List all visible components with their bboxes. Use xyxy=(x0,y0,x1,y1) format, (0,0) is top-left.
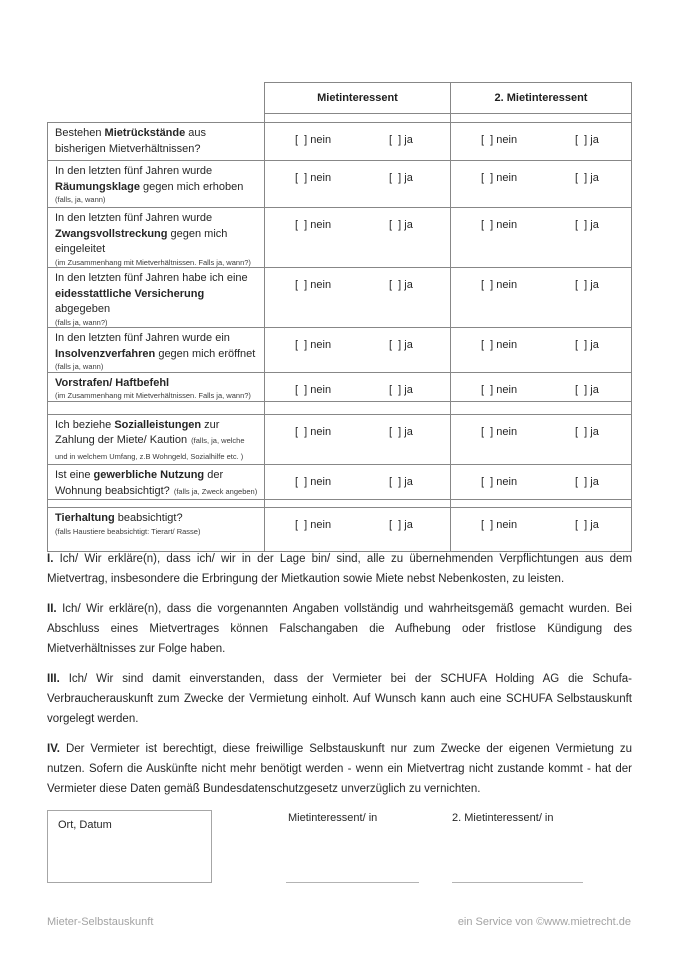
declaration-paragraph: II. Ich/ Wir erkläre(n), dass die vorgenannten Angaben vollständig und wahrheitsgemäß gemacht wurden. Bei Abschluss eines Mietvertrages können Falschangaben die Aufhebung oder fristlose Kündigung des Mietverhältnisses zur Folge haben. xyxy=(47,603,632,655)
checkbox-ja[interactable]: [ ] ja xyxy=(389,476,413,488)
question-text: Ich beziehe Sozialleistungen zur Zahlung der Miete/ Kaution (falls, ja, welche und in welchem Umfang, z.B Wohngeld, Sozialhilfe etc. ) xyxy=(55,418,245,461)
checkbox-nein[interactable]: [ ] nein xyxy=(295,519,332,531)
signature-label-applicant-1: Mietinteressent/ in xyxy=(288,812,378,824)
answer-cell-applicant-1 xyxy=(265,414,451,465)
table-spacer-row xyxy=(48,500,632,508)
checkbox-nein[interactable]: [ ] nein xyxy=(481,172,518,184)
checkbox-nein[interactable]: [ ] nein xyxy=(481,219,518,231)
checkbox-nein[interactable]: [ ] nein xyxy=(295,172,332,184)
signature-line-applicant-2[interactable] xyxy=(452,868,583,883)
declarations-section xyxy=(47,549,632,809)
checkbox-ja[interactable]: [ ] ja xyxy=(575,339,599,351)
question-text: In den letzten fünf Jahren habe ich eine eidesstattliche Versicherung abgegeben xyxy=(55,272,248,315)
checkbox-ja[interactable]: [ ] ja xyxy=(389,425,413,438)
question-note: (falls, ja, welche und in welchem Umfang, z.B Wohngeld, Sozialhilfe etc. ) xyxy=(55,436,245,461)
answer-cell-applicant-2 xyxy=(451,268,632,328)
checkbox-ja[interactable]: [ ] ja xyxy=(389,219,413,231)
answer-cell-applicant-2 xyxy=(451,508,632,552)
question-note: (falls ja, Zweck angeben) xyxy=(173,486,258,496)
answer-cell-applicant-2 xyxy=(451,465,632,500)
table-row xyxy=(48,465,632,500)
answer-cell-applicant-1 xyxy=(265,208,451,268)
answer-cell-applicant-2 xyxy=(451,161,632,208)
question-note: (falls, ja, wann) xyxy=(55,195,106,204)
checkbox-nein[interactable]: [ ] nein xyxy=(295,425,332,438)
checkbox-ja[interactable]: [ ] ja xyxy=(389,172,413,184)
checkbox-ja[interactable]: [ ] ja xyxy=(575,519,599,531)
checkbox-ja[interactable]: [ ] ja xyxy=(575,219,599,231)
checkbox-nein[interactable]: [ ] nein xyxy=(481,425,518,438)
checkbox-nein[interactable]: [ ] nein xyxy=(295,476,332,488)
checkbox-nein[interactable]: [ ] nein xyxy=(295,134,332,146)
question-note: (im Zusammenhang mit Mietverhältnissen. Falls ja, wann?) xyxy=(55,257,251,267)
checkbox-nein[interactable]: [ ] nein xyxy=(295,219,332,231)
spacer-cell xyxy=(48,401,265,414)
declaration-number: III. xyxy=(47,673,60,685)
checkbox-ja[interactable]: [ ] ja xyxy=(389,383,413,396)
header-applicant-2: 2. Mietinteressent xyxy=(451,83,632,114)
answer-cell-applicant-2 xyxy=(451,372,632,401)
question-text: In den letzten fünf Jahren wurde Zwangsvollstreckung gegen mich eingeleitet xyxy=(55,212,228,255)
checkbox-ja[interactable]: [ ] ja xyxy=(575,279,599,291)
checkbox-nein[interactable]: [ ] nein xyxy=(481,279,518,291)
declaration-number: I. xyxy=(47,553,54,565)
checkbox-ja[interactable]: [ ] ja xyxy=(575,476,599,488)
answer-cell-applicant-1 xyxy=(265,372,451,401)
table-row xyxy=(48,372,632,401)
spacer-cell xyxy=(48,500,265,508)
footer-service-credit: ein Service von ©www.mietrecht.de xyxy=(457,916,631,928)
questionnaire-table-wrap xyxy=(47,82,631,552)
question-cell xyxy=(48,123,265,161)
declaration-number: IV. xyxy=(47,743,61,755)
answer-cell-applicant-2 xyxy=(451,414,632,465)
answer-cell-applicant-1 xyxy=(265,508,451,552)
questions-table-body xyxy=(48,83,632,552)
checkbox-ja[interactable]: [ ] ja xyxy=(575,383,599,396)
question-note: (falls Haustiere beabsichtigt: Tierart/ Rasse) xyxy=(55,526,201,536)
question-cell xyxy=(48,268,265,328)
checkbox-ja[interactable]: [ ] ja xyxy=(389,519,413,531)
place-date-label: Ort, Datum xyxy=(58,819,112,831)
question-note: (falls ja, wann?) xyxy=(55,317,108,327)
question-note: (im Zusammenhang mit Mietverhältnissen. Falls ja, wann?) xyxy=(55,391,251,400)
footer-document-title: Mieter-Selbstauskunft xyxy=(47,916,154,928)
declaration-paragraph: IV. Der Vermieter ist berechtigt, diese freiwillige Selbstauskunft nur zum Zwecke der eigenen Vermietung zu nutzen. Sofern die Auskünfte nicht mehr benötigt werden - wenn ein Mietvertrag nicht zustande kommt - hat der Vermieter diese Daten gemäß Bundesdatenschutzgesetz unverzüglich zu vernichten. xyxy=(47,743,632,795)
table-spacer-row xyxy=(48,401,632,414)
checkbox-nein[interactable]: [ ] nein xyxy=(481,383,518,396)
question-cell xyxy=(48,328,265,373)
checkbox-nein[interactable]: [ ] nein xyxy=(481,134,518,146)
table-row xyxy=(48,268,632,328)
table-row xyxy=(48,414,632,465)
table-row xyxy=(48,208,632,268)
checkbox-ja[interactable]: [ ] ja xyxy=(389,279,413,291)
spacer-cell xyxy=(265,500,451,508)
answer-cell-applicant-1 xyxy=(265,328,451,373)
spacer-cell xyxy=(451,401,632,414)
checkbox-nein[interactable]: [ ] nein xyxy=(295,383,332,396)
answer-cell-applicant-2 xyxy=(451,208,632,268)
checkbox-ja[interactable]: [ ] ja xyxy=(575,134,599,146)
question-text: Vorstrafen/ Haftbefehl xyxy=(55,376,170,389)
table-spacer-row xyxy=(48,114,632,123)
header-empty-cell xyxy=(48,83,265,114)
spacer-cell xyxy=(451,500,632,508)
checkbox-ja[interactable]: [ ] ja xyxy=(575,425,599,438)
declaration-number: II. xyxy=(47,603,57,615)
table-row xyxy=(48,328,632,373)
answer-cell-applicant-2 xyxy=(451,328,632,373)
question-note: (falls ja, wann) xyxy=(55,362,104,371)
answer-cell-applicant-1 xyxy=(265,465,451,500)
signature-label-applicant-2: 2. Mietinteressent/ in xyxy=(452,812,554,824)
spacer-cell xyxy=(48,114,265,123)
checkbox-nein[interactable]: [ ] nein xyxy=(481,519,518,531)
checkbox-nein[interactable]: [ ] nein xyxy=(295,339,332,351)
question-text: In den letzten fünf Jahren wurde ein Insolvenzverfahren gegen mich eröffnet xyxy=(55,332,256,360)
checkbox-ja[interactable]: [ ] ja xyxy=(389,134,413,146)
answer-cell-applicant-1 xyxy=(265,268,451,328)
question-cell xyxy=(48,508,265,552)
checkbox-ja[interactable]: [ ] ja xyxy=(575,172,599,184)
question-cell xyxy=(48,414,265,465)
spacer-cell xyxy=(265,401,451,414)
checkbox-nein[interactable]: [ ] nein xyxy=(295,279,332,291)
spacer-cell xyxy=(451,114,632,123)
question-cell xyxy=(48,465,265,500)
question-cell xyxy=(48,372,265,401)
checkbox-nein[interactable]: [ ] nein xyxy=(481,476,518,488)
question-cell xyxy=(48,161,265,208)
declaration-paragraph: III. Ich/ Wir sind damit einverstanden, dass der Vermieter bei der SCHUFA Holding AG die Schufa-Verbraucherauskunft zum Zwecke der Vermietung einholt. Auf Wunsch kann auch eine SCHUFA Selbstauskunft vorgelegt werden. xyxy=(47,673,632,725)
place-date-box[interactable] xyxy=(47,810,212,883)
page-footer xyxy=(47,916,631,928)
question-cell xyxy=(48,208,265,268)
question-text: Ist eine gewerbliche Nutzung der Wohnung beabsichtigt? (falls ja, Zweck angeben) xyxy=(55,469,258,497)
table-header-row xyxy=(48,83,632,114)
question-text: Bestehen Mietrückstände aus bisherigen Mietverhältnissen? xyxy=(55,127,207,155)
questionnaire-table xyxy=(47,82,632,552)
answer-cell-applicant-2 xyxy=(451,123,632,161)
table-row xyxy=(48,123,632,161)
declaration-paragraph: I. Ich/ Wir erkläre(n), dass ich/ wir in der Lage bin/ sind, alle zu übernehmenden Verpflichtungen aus dem Mietvertrag, insbesondere die Erbringung der Mietkaution sowie Miete nebst Nebenkosten, zu leisten. xyxy=(47,553,632,585)
table-row xyxy=(48,161,632,208)
spacer-cell xyxy=(265,114,451,123)
question-text: Tierhaltung beabsichtigt? xyxy=(55,512,183,524)
answer-cell-applicant-1 xyxy=(265,161,451,208)
table-row xyxy=(48,508,632,552)
question-text: In den letzten fünf Jahren wurde Räumungsklage gegen mich erhoben xyxy=(55,165,244,193)
checkbox-nein[interactable]: [ ] nein xyxy=(481,339,518,351)
answer-cell-applicant-1 xyxy=(265,123,451,161)
header-applicant-1: Mietinteressent xyxy=(265,83,451,114)
signature-line-applicant-1[interactable] xyxy=(286,868,419,883)
checkbox-ja[interactable]: [ ] ja xyxy=(389,339,413,351)
